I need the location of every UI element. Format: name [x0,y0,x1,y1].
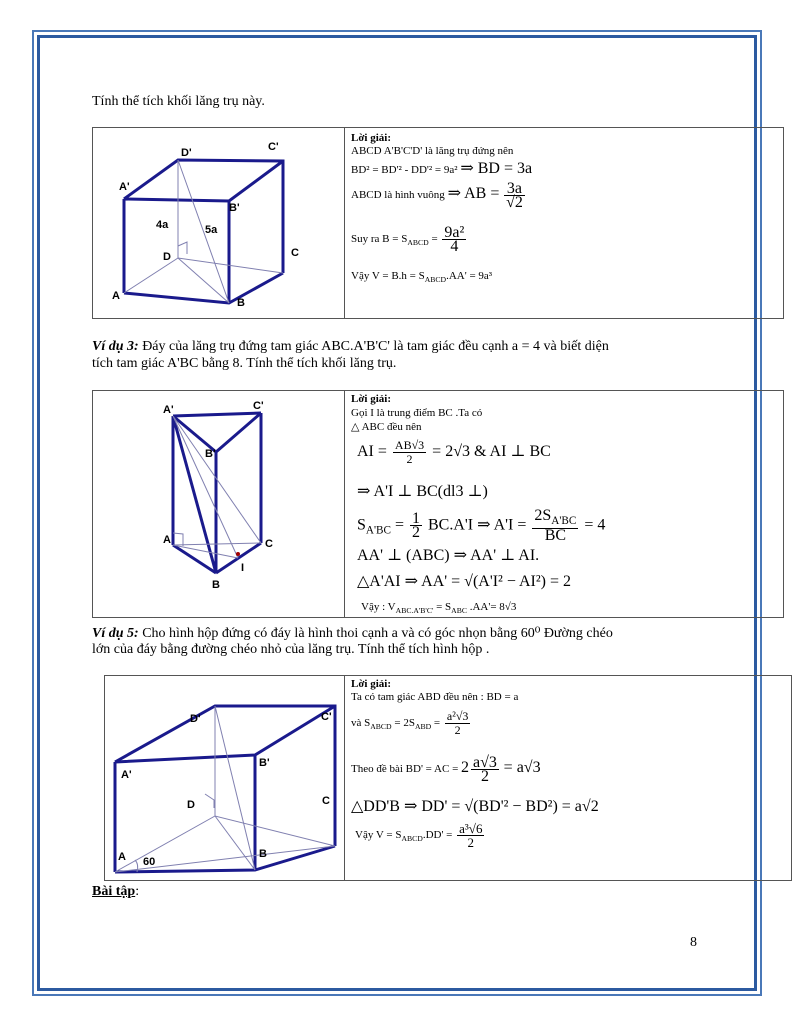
label-C1: C' [321,711,332,723]
solution-line: Suy ra $B = S_{ABCD}$ = $\frac{\text{9a²}}{4}$ [351,224,465,255]
example5-statement: Ví dụ 5: Cho hình hộp đứng có đáy là hình thoi cạnh a và có góc nhọn bằng 60⁰ Đường chéo [92,626,613,641]
label-C: C [265,538,273,550]
example5-box [104,675,792,881]
label-B: B [212,579,220,591]
example1-solution [345,128,783,318]
solution-line: Vậy $V = S_{ABCD}.DD'$ = $\frac{\text{a³√6}}{2}$ [355,821,483,850]
label-D1: D' [190,713,201,725]
example5-statement-2: lớn của đáy bằng đường chéo nhỏ của lăng trụ. Tính thể tích hình hộp . [92,642,490,657]
solution-line: Vậy $V = B.h = S_{ABCD}.AA' = 9a^3$ [351,270,493,285]
label-A: A [118,851,126,863]
solution-line: và $S_{ABCD} = 2S_{ABD}$ = $\frac{\text{a²√3}}{2}$ [351,709,469,737]
page-number: 8 [690,935,697,950]
rhombus-prism-diagram [105,676,345,880]
label-D1: D' [181,147,192,159]
label-A: A [163,534,171,546]
label-C: C [291,247,299,259]
solution-line: AA' ⊥ (ABC) ⇒ AA' ⊥ AI. [357,547,540,564]
label-A1: A' [119,181,130,193]
example3-solution [345,391,783,617]
solution-line: ABCD là hình vuông ⇒ AB = $\frac{3a}{√2}$ [351,180,523,211]
solution-line: △DD'B ⇒ DD' = √(BD'² − BD²) = a√2 [351,798,599,815]
label-D: D [163,251,171,263]
solution-line: △ ABC đều nên [351,421,422,433]
label-B1: B' [259,757,270,769]
solution-line: ⇒ A'I ⊥ BC(dl3 ⊥) [357,483,488,500]
solution-line: Gọi I là trung điểm BC .Ta có [351,407,483,419]
example1-figure [93,128,345,318]
label-B: B [259,848,267,860]
example3-statement: Ví dụ 3: Đáy của lăng trụ đứng tam giác ABC.A'B'C' là tam giác đều cạnh a = 4 và biết diện [92,339,609,354]
prism-square-diagram [93,128,345,318]
label-A1: A' [121,769,132,781]
label-C1: C' [253,400,264,412]
solution-line: ABCD A'B'C'D' là lăng trụ đứng nên [351,145,514,157]
solution-line: AI = $\frac{AB√3}{2}$ = 2√3 & AI ⊥ BC [357,438,551,466]
label-60: 60 [143,856,156,868]
label-B1: B' [229,202,240,214]
label-A1: A' [163,404,174,416]
solution-title: Lời giải: [351,132,392,144]
solution-line: Ta có tam giác ABD đều nên : BD = a [351,691,519,703]
solution-title: Lời giải: [351,393,392,405]
label-5a: 5a [205,224,218,236]
label-C: C [322,795,330,807]
solution-line: $S_{A'BC}$ = $\frac{1}{2}$ BC.A'I ⇒ A'I = $\frac{2S_{A'BC}}{BC}$ = 4 [357,507,606,545]
example5-solution [345,676,791,880]
label-4a: 4a [156,219,169,231]
label-I: I [241,562,245,574]
example5-figure [105,676,345,880]
example1-box [92,127,784,319]
solution-line: Theo đề bài BD' = AC = 2 $\frac{a√3}{2}$ = a√3 [351,754,541,785]
solution-line: BD² = BD'² - DD'² = 9a² ⇒ BD = 3a [351,160,533,177]
solution-line: Vậy : $V_{ABC.A'B'C'} = S_{ABC}$ .AA'= 8√3 [361,601,517,616]
label-C1: C' [268,141,279,153]
exercise-heading: Bài tập: [92,884,140,899]
example3-box [92,390,784,618]
solution-title: Lời giải: [351,678,392,690]
example3-statement-2: tích tam giác A'BC bằng 8. Tính thể tích khối lăng trụ. [92,356,397,371]
solution-line: △A'AI ⇒ AA' = √(A'I² − AI²) = 2 [357,573,572,590]
triangular-prism-diagram [93,391,345,617]
example3-figure [93,391,345,617]
label-D: D [187,799,195,811]
label-B1: B' [205,448,216,460]
label-A: A [112,290,120,302]
label-B: B [237,297,245,309]
intro-text: Tính thể tích khối lăng trụ này. [92,94,265,109]
